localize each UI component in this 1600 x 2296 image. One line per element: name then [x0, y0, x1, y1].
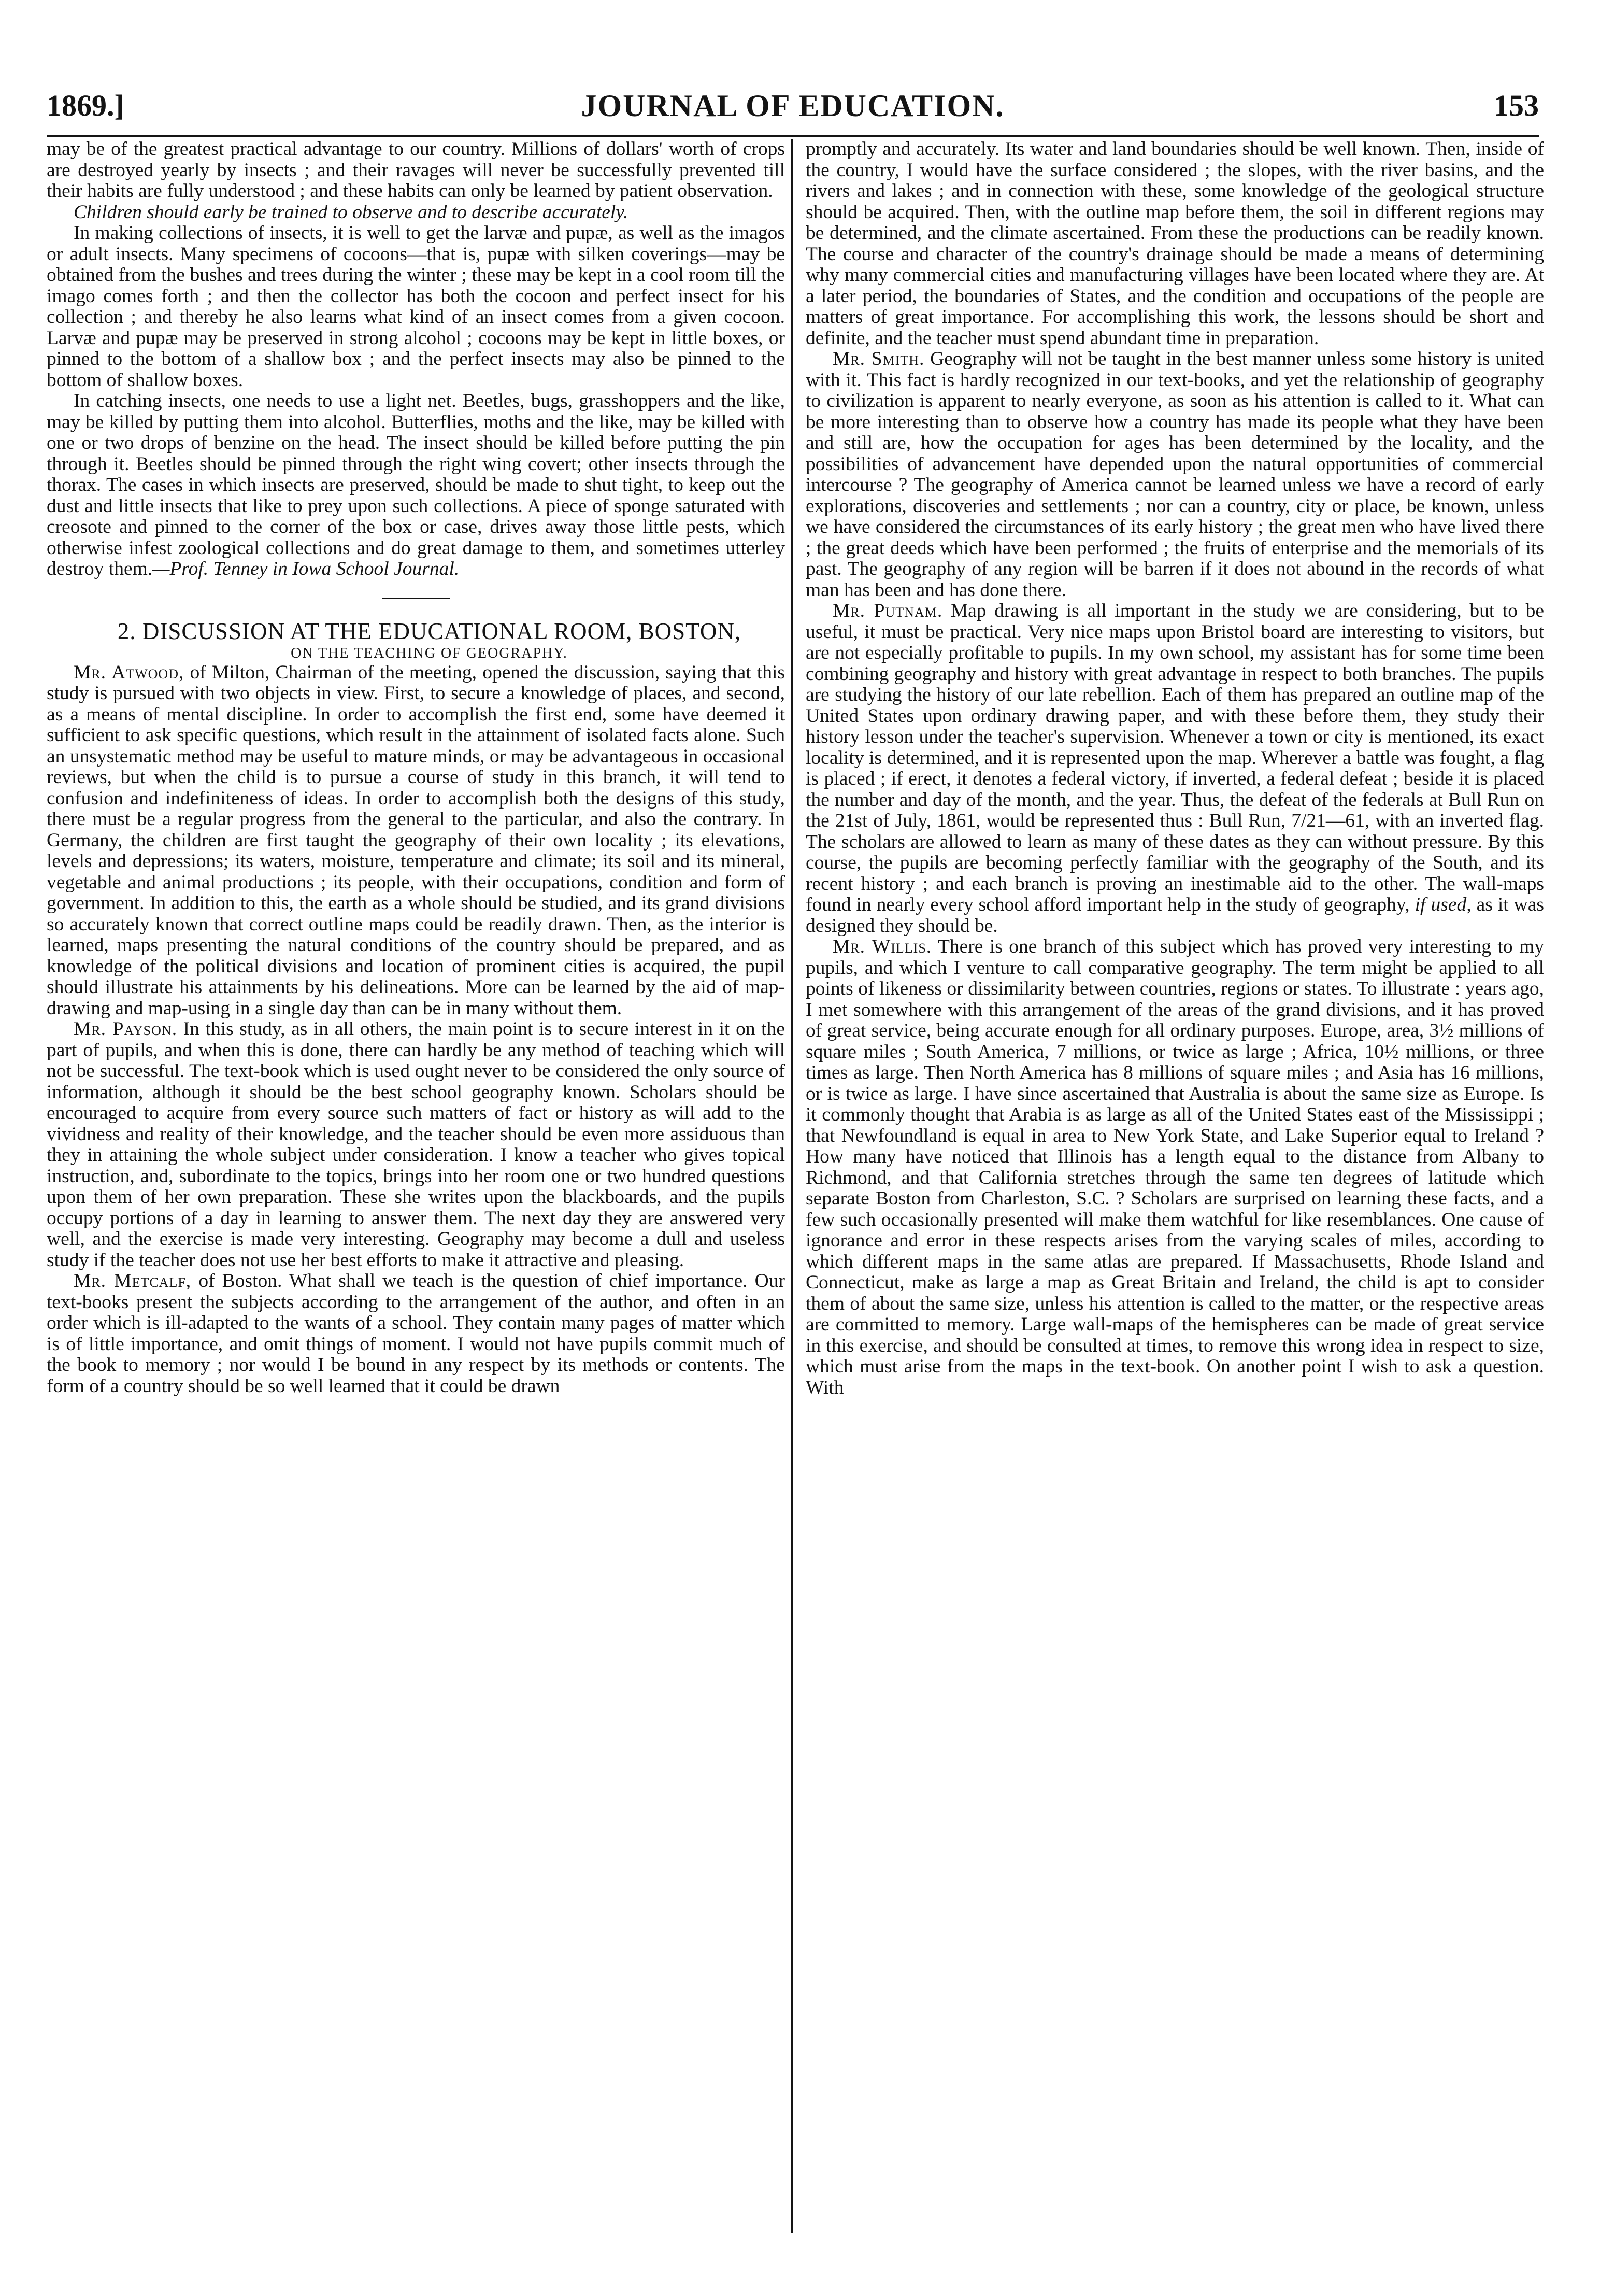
source-credit: —Prof. Tenney in Iowa School Journal.	[152, 558, 460, 579]
paragraph-atwood-text: of Milton, Chairman of the meeting, opened the discussion, saying that this study is pursued with two objects in view. First, to secure a knowledge of places, and second, as a means of mental discipline. In order to accomplish the first end, some have deemed it sufficient to ask specific questions, which result in the attainment of isolated facts alone. Such an unsystematic method may be useful to mature minds, or may be advantageous in occasional reviews, but when the child is to pursue a course of study in this branch, it will tend to confusion and indefiniteness of ideas. In order to accomplish both the designs of this study, there must be a regular progress from the general to the particular, and also the contrary. In Germany, the children are first taught the geography of their own locality ; its elevations, levels and depressions; its waters, moisture, temperature and climate; its soil and its mineral, vegetable and animal productions ; its people, with their occupations, condition and form of government. In addition to this, the earth as a whole should be studied, and its grand divisions so accurately known that correct outline maps could be readily drawn. Then, as the interior is learned, maps presenting the natural conditions of the country should be prepared, and as knowledge of the political divisions and location of prominent cities is acquired, the pupil should illustrate his attainments by his delineations. More can be learned by the aid of map-drawing and map-using in a single day than can be in many without them.	[47, 661, 785, 1019]
header-year: 1869.]	[47, 89, 124, 122]
paragraph-putnam-italic: if used,	[1415, 894, 1472, 915]
section-title: 2. DISCUSSION AT THE EDUCATIONAL ROOM, BOSTON,	[117, 618, 741, 644]
right-column	[806, 139, 1544, 2238]
speaker-payson: Mr. Payson.	[74, 1018, 178, 1040]
paragraph-willis	[806, 937, 1544, 1398]
running-header	[47, 78, 1539, 130]
column-divider	[791, 139, 793, 2233]
speaker-atwood: Mr. Atwood,	[74, 661, 184, 683]
paragraph-atwood	[47, 662, 785, 1019]
paragraph-children-observe: Children should early be trained to observe and to describe accurately.	[74, 201, 628, 223]
journal-title: JOURNAL OF EDUCATION.	[581, 89, 1005, 123]
speaker-willis: Mr. Willis.	[833, 936, 932, 957]
paragraph-catching-insects-text: In catching insects, one needs to use a light net. Beetles, bugs, grasshoppers and the like, may be killed by putting them into alcohol. Butterflies, moths and the like, may be killed with one or two drops of benzine on the head. The insect should be killed before putting the pin through it. Beetles should be pinned through the right wing covert; other insects through the thorax. The cases in which insects are preserved, should be made to shut tight, to keep out the dust and little insects that like to prey upon such collections. A piece of sponge saturated with creosote and pinned to the corner of the box or case, drives away those little pests, which otherwise infest zoological collections and do great damage to them, and sometimes utterley destroy them.	[47, 390, 785, 579]
paragraph-payson	[47, 1019, 785, 1271]
paragraph-payson-text: In this study, as in all others, the main point is to secure interest in it on the part of pupils, and when this is done, there can hardly be any method of teaching which will not be successful. The text-book which is used ought never to be considered the only source of information, although it should be the best school geography known. Scholars should be encouraged to acquire from every source such matters of fact or history as will add to the vividness and reality of their knowledge, and the teacher should be even more assiduous than they in attaining the whole subject under consideration. I know a teacher who gives topical instruction, and, subordinate to the topics, brings into her room one or two hundred questions upon them of her own preparation. These she writes upon the blackboards, and the pupils occupy portions of a day in learning to answer them. The next day they are answered very well, and the exercise is made very interesting. Geography may become a dull and useless study if the teacher does not use her best efforts to make it attractive and pleasing.	[47, 1018, 785, 1271]
header-rule	[47, 135, 1539, 137]
paragraph-metcalf-text: of Boston. What shall we teach is the question of chief importance. Our text-books present the subjects according to the arrangement of the author, and often in an order which is ill-adapted to the wants of a school. They contain many pages of matter which is of little importance, and omit things of moment. I would not have pupils commit much of the book to memory ; nor would I be bound in any respect by its methods or contents. The form of a country should be so well learned that it could be drawn	[47, 1270, 785, 1397]
section-subtitle: ON THE TEACHING OF GEOGRAPHY.	[291, 645, 568, 661]
page-number: 153	[1494, 89, 1539, 122]
paragraph-smith-text: Geography will not be taught in the best manner unless some history is united with it. This fact is hardly recognized in our text-books, and yet the relationship of geography to civilization is apparent to nearly everyone, as soon as his attention is called to it. What can be more interesting than to observe how a country has made its people what they have been and still are, how the occupation for ages has been determined by the locality, and the possibilities of advancement have depended upon the natural opportunities of commercial intercourse ? The geography of America cannot be learned unless we have a record of early explorations, discoveries and settlements ; nor can a country, city or place, be known, unless we have considered the circumstances of its early history ; the great men who have lived there ; the great deeds which have been performed ; the fruits of enterprise and the memorials of its past. The geography of any region will be barren if it does not abound in the records of what man has been and has done there.	[806, 348, 1544, 601]
paragraph-putnam-text: Map drawing is all important in the study we are considering, but to be useful, it must be practical. Very nice maps upon Bristol board are interesting to visitors, but are not especially profitable to pupils. In my own school, my assistant has for some time been combining geography and history with great advantage in respect to both branches. The pupils are studying the history of our late rebellion. Each of them has prepared an outline map of the United States upon ordinary drawing paper, and with these before them, they study their history lesson under the teacher's supervision. Whenever a town or city is mentioned, its exact locality is determined, and it is represented upon the map. Wherever a battle was fought, a flag is placed ; if erect, it denotes a federal victory, if inverted, a federal defeat ; beside it is placed the number and day of the month, and the year. Thus, the defeat of the federals at Bull Run on the 21st of July, 1861, would be represented thus : Bull Run, 7/21—61, with an inverted flag. The scholars are allowed to learn as many of these dates as they can without pressure. By this course, the pupils are becoming perfectly familiar with the geography of the South, and its recent history ; and each branch is proving an inestimable aid to the other. The wall-maps found in nearly every school afford important help in the study of geography,	[806, 600, 1544, 915]
paragraph-catching-insects	[47, 391, 785, 580]
paragraph-metcalf-continued: promptly and accurately. Its water and land boundaries should be well known. Then, inside of the country, I would have the surface considered ; the slopes, with the river basins, and the rivers and lakes ; and in connection with these, some knowledge of the geological structure should be acquired. Then, with the outline map before them, the soil in different regions may be determined, and the climate ascertained. From these the productions can be readily known. The course and character of the country's drainage should be made a means of determining why many commercial cities and manufacturing villages have been located where they are. At a later period, the boundaries of States, and the condition and occupations of the people are matters of great importance. For accomplishing this work, the lessons should be short and definite, and the teacher must spend abundant time in preparation.	[806, 139, 1544, 349]
paragraph-insect-collections: In making collections of insects, it is well to get the larvæ and pupæ, as well as the imagos or adult insects. Many specimens of cocoons—that is, pupæ with silken coverings—may be obtained from the bushes and trees during the winter ; these may be kept in a cool room till the imago comes forth ; and then the collector has both the cocoon and perfect insect for his collection ; and thereby he also learns what kind of an insect comes from a given cocoon. Larvæ and pupæ may be preserved in strong alcohol ; cocoons may be kept in little boxes, or pinned to the bottom of a shallow box ; and the perfect insects may also be pinned to the bottom of shallow boxes.	[47, 222, 785, 391]
paragraph-smith	[806, 349, 1544, 601]
speaker-putnam: Mr. Putnam.	[833, 600, 943, 621]
paragraph-willis-text: There is one branch of this subject which has proved very interesting to my pupils, and which I venture to call comparative geography. The term might be applied to all points of likeness or dissimilarity between countries, regions or states. To illustrate : years ago, I met somewhere with this arrangement of the areas of the grand divisions, and it has proved of great service, being accurate enough for all ordinary purposes. Europe, area, 3½ millions of square miles ; South America, 7 millions, or twice as large ; Africa, 10½ millions, or three times as large. Then North America has 8 millions of square miles ; and Asia has 16 millions, or is twice as large. I have since ascertained that Australia is about the same size as Europe. Is it commonly thought that Arabia is as large as all of the United States east of the Mississippi ; that Newfoundland is equal in area to New York State, and Lake Superior equal to Ireland ? How many have noticed that Illinois has a length equal to the distance from Albany to Richmond, and that California stretches through the same ten degrees of latitude which separate Boston from Charleston, S.C. ? Scholars are surprised on learning these facts, and a few such occasionally presented will make them watchful for like resemblances. One cause of ignorance and error in these respects arises from the varying scales of miles, according to which different maps in the same atlas are prepared. If Massachusetts, Rhode Island and Connecticut, make as large a map as Great Britain and Ireland, the child is apt to consider them of about the same size, unless his attention is called to the matter, or the respective areas are committed to memory. Large wall-maps of the hemispheres can be made of great service in this exercise, and should be consulted at times, to remove this wrong idea in respect to size, which must arise from the maps in the text-book. On another point I wish to ask a question. With	[806, 936, 1544, 1398]
section-divider	[382, 598, 450, 599]
speaker-metcalf: Mr. Metcalf,	[74, 1270, 192, 1292]
paragraph-metcalf	[47, 1271, 785, 1397]
speaker-smith: Mr. Smith.	[833, 348, 925, 370]
paragraph-putnam	[806, 601, 1544, 937]
paragraph-putnam-end: as it was designed they should be.	[806, 894, 1544, 937]
left-column	[47, 139, 785, 2238]
paragraph-insect-crops: may be of the greatest practical advantage to our country. Millions of dollars' worth of crops are destroyed yearly by insects ; and their ravages will never be successfully prevented till their habits are fully understood ; and these habits can only be learned by patient observation.	[47, 139, 785, 202]
